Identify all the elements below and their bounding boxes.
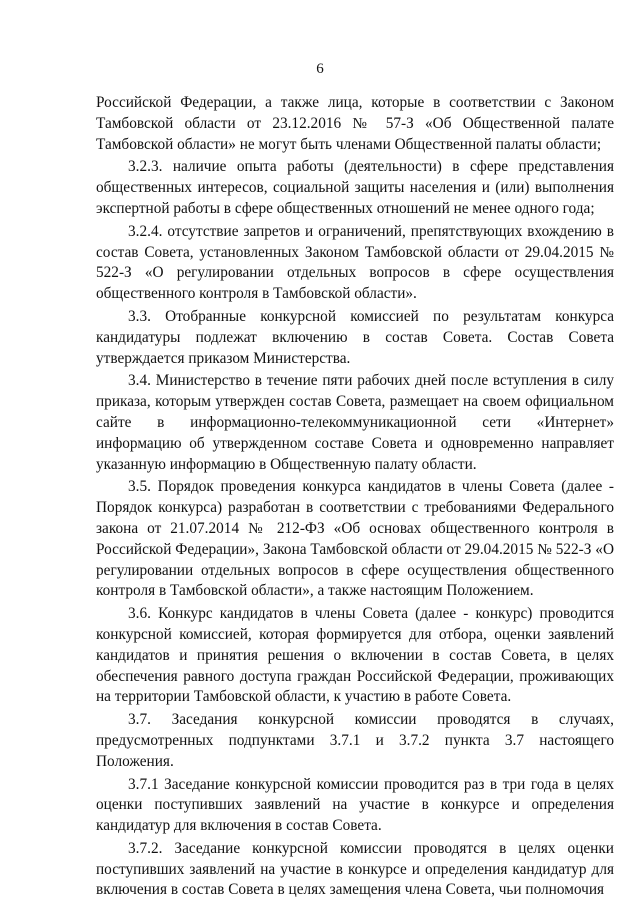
paragraph-3-2-3: 3.2.3. наличие опыта работы (деятельности) в сфере представления общественных интересов, социальной защиты населения и (или) выполнения экспертной работы в сфере общественных отношений не менее одного года; bbox=[96, 158, 614, 217]
paragraph-3-3: 3.3. Отобранные конкурсной комиссией по результатам конкурса кандидатуры подлежат включению в состав Совета. Состав Совета утверждается приказом Министерства. bbox=[96, 307, 614, 367]
paragraph-3-7: 3.7. Заседания конкурсной комиссии проводятся в случаях, предусмотренных подпунктами 3.7.1 и 3.7.2 пункта 3.7 настоящего Положения. bbox=[96, 711, 614, 770]
paragraph-3-2-4: 3.2.4. отсутствие запретов и ограничений, препятствующих вхождению в состав Совета, установленных Законом Тамбовской области от 29.04.2015 № 522-З «О регулировании отдельных вопросов в сфере осуществления общественного контроля в Тамбовской области». bbox=[96, 222, 614, 303]
document-body bbox=[96, 93, 614, 903]
paragraph-3-7-2: 3.7.2. Заседание конкурсной комиссии проводятся в целях оценки поступивших заявлений на участие в конкурсе и определения кандидатур для включения в состав Совета в целях замещения члена Совета, чьи полномочия bbox=[96, 839, 614, 899]
paragraph-3-6: 3.6. Конкурс кандидатов в члены Совета (далее - конкурс) проводится конкурсной комиссией, которая формируется для отбора, оценки заявлений кандидатов и принятия решения о включении в состав Совета, в целях обеспечения равного доступа граждан Российской Федерации, проживающих на территории Тамбовской области, к участию в работе Совета. bbox=[96, 605, 614, 706]
paragraph-3-5: 3.5. Порядок проведения конкурса кандидатов в члены Совета (далее - Порядок конкурса) разработан в соответствии с требованиями Федерального закона от 21.07.2014 № 212-ФЗ «Об основах общественного контроля в Российской Федерации», Закона Тамбовской области от 29.04.2015 № 522-З «О регулировании отдельных вопросов в сфере осуществления общественного контроля в Тамбовской области», а также настоящим Положением. bbox=[96, 478, 614, 600]
page-number: 6 bbox=[316, 61, 324, 77]
paragraph-3-4: 3.4. Министерство в течение пяти рабочих дней после вступления в силу приказа, которым утвержден состав Совета, размещает на своем официальном сайте в информационно-телекоммуникационной сети «Интернет» информацию об утвержденном составе Совета и одновременно направляет указанную информацию в Общественную палату области. bbox=[96, 372, 614, 473]
paragraph-3-7-1: 3.7.1 Заседание конкурсной комиссии проводится раз в три года в целях оценки поступивших заявлений на участие в конкурсе и определения кандидатур для включения в состав Совета. bbox=[96, 775, 614, 835]
paragraph-continuation: Российской Федерации, а также лица, которые в соответствии с Законом Тамбовской области от 23.12.2016 № 57-З «Об Общественной палате Тамбовской области» не могут быть членами Общественной палаты области; bbox=[96, 94, 614, 153]
